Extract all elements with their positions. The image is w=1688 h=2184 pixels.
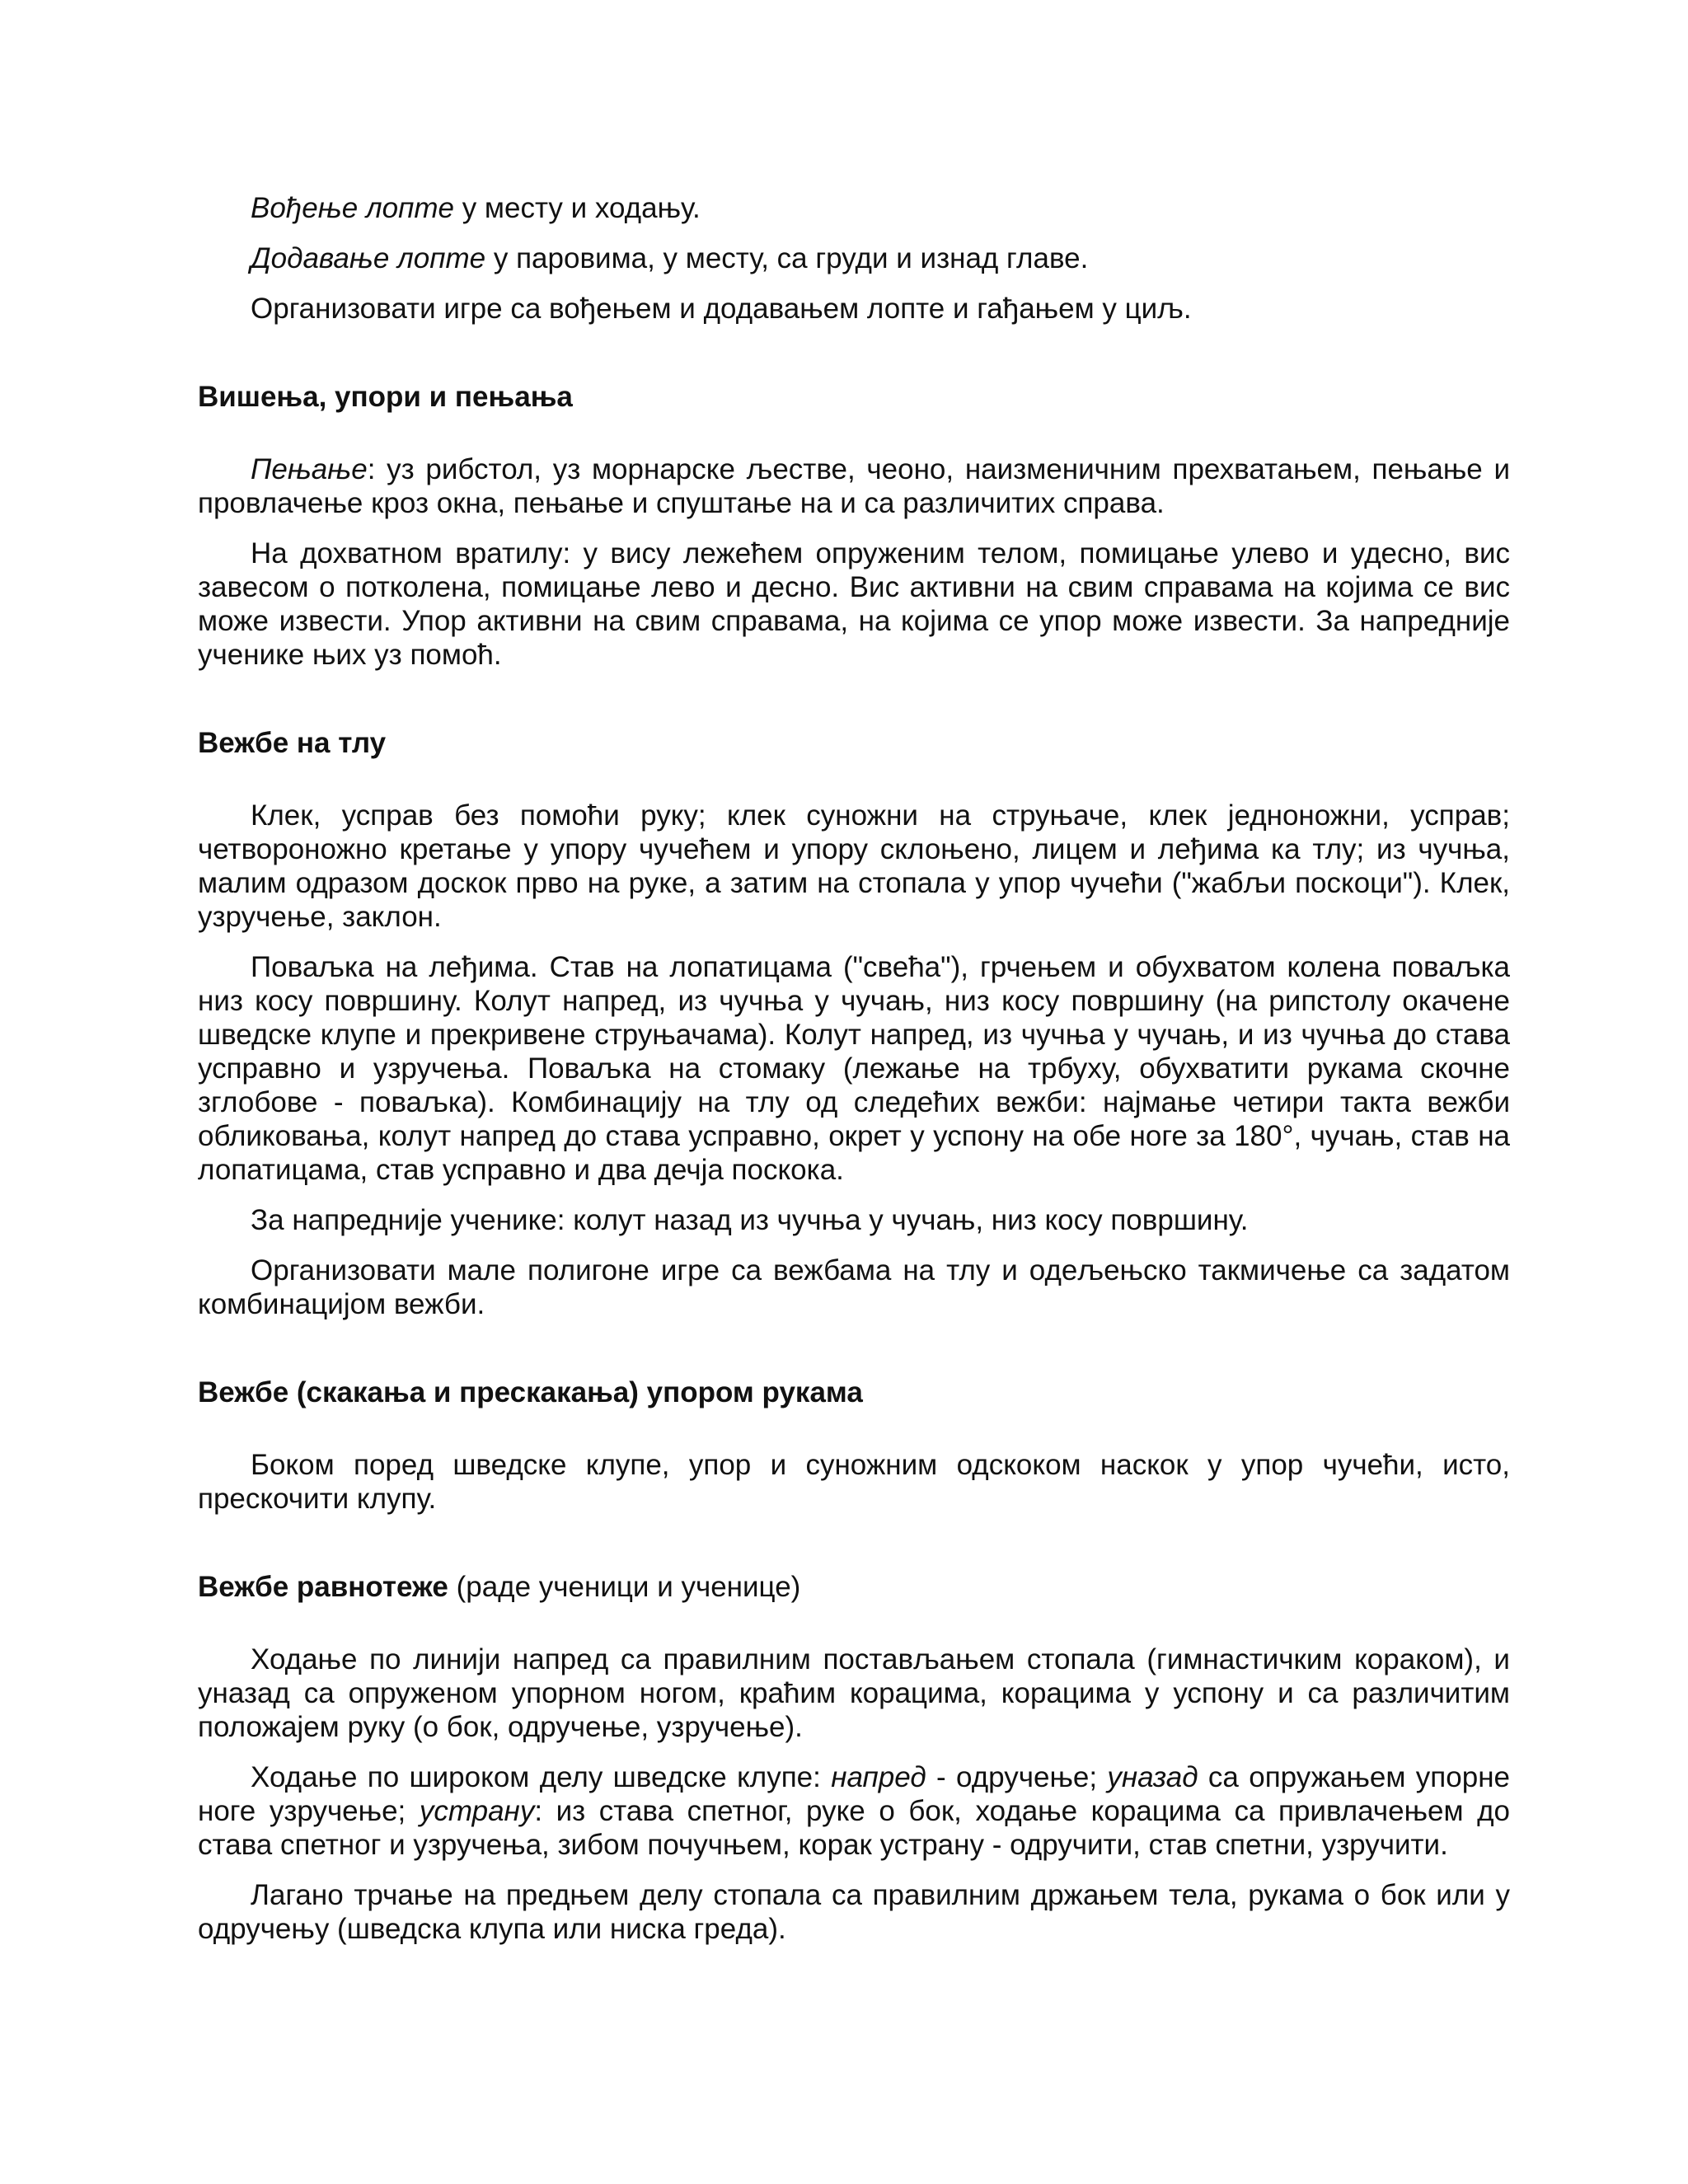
- paragraph-line-walking: Ходање по линији напред са правилним постављањем стопала (гимнастичким кораком), и уназад са опруженом упорном ногом, краћим корацима, корацима у успону и са различитим положајем руку (о бок, одручење, узручење).: [198, 1643, 1510, 1743]
- heading-bold: Вежбе равнотеже: [198, 1571, 448, 1603]
- emphasis-term: устрану: [419, 1795, 535, 1827]
- paragraph-ball-games: [198, 292, 1510, 326]
- paragraph-climbing: [198, 452, 1510, 520]
- emphasis-term: Вођење лопте: [251, 192, 454, 224]
- paragraph-text: Организовати игре са вођењем и додавањем лопте и гађањем у циљ.: [251, 293, 1192, 325]
- paragraph-text: у месту и ходању.: [453, 192, 701, 224]
- paragraph-text: Ходање по широком делу шведске клупе:: [251, 1761, 832, 1793]
- section-heading-floor: Вежбе на тлу: [198, 727, 387, 759]
- section-heading-hangs: Вишења, упори и пењања: [198, 381, 573, 413]
- section-heading-balance: [198, 1570, 1510, 1604]
- paragraph-text: : из става спетног, руке о бок, ходање корацима са привлачењем до става спетног и узручења, зибом почучњем, корак устрану - одручити, став спетни, узручити.: [198, 1795, 1511, 1861]
- paragraph-rolls: Поваљка на леђима. Став на лопатицама ("свећа"), грчењем и обухватом колена поваљка низ косу површину. Колут напред, из чучња у чучањ, низ косу површину (на рипстолу окачене шведске клупе и прекривене струњачама). Колут напред, из чучња у чучањ, и из чучња до става усправно и узручења. Поваљка на стомаку (лежање на трбуху, обухватити рукама скочне зглобове - поваљка). Комбинацију на тлу од следећих вежби: најмање четири такта вежби обликовања, колут напред до става усправно, окрет у успону на обе ноге за 180°, чучањ, став на лопатицама, став усправно и два дечја поскока.: [198, 951, 1510, 1186]
- emphasis-term: Додавање лопте: [251, 242, 486, 274]
- paragraph-text: у паровима, у месту, са груди и изнад главе.: [485, 242, 1089, 274]
- heading-note: (раде ученици и ученице): [448, 1571, 801, 1603]
- paragraph-kneel: Клек, усправ без помоћи руку; клек суножни на струњаче, клек једноножни, усправ; четвороножно кретање у упору чучећем и упору склоњено, лицем и леђима ка тлу; из чучња, малим одразом доскок прво на руке, а затим на стопала у упор чучећи ("жабљи поскоци"). Клек, узручење, заклон.: [198, 799, 1510, 933]
- emphasis-term: напред: [831, 1761, 926, 1793]
- emphasis-term: уназад: [1107, 1761, 1198, 1793]
- paragraph-light-running: Лагано трчање на предњем делу стопала са правилним држањем тела, рукама о бок или у одручењу (шведска клупа или ниска греда).: [198, 1879, 1510, 1945]
- paragraph-ball-dribbling: [198, 191, 1510, 225]
- paragraph-text: - одручење;: [926, 1761, 1108, 1793]
- paragraph-bar: На дохватном вратилу: у вису лежећем опруженим телом, помицање улево и удесно, вис завесом о потколена, помицање лево и десно. Вис активни на свим справама на којима се вис може извести. Упор активни на свим справама, на којима се упор може извести. За напредније ученике њих уз помоћ.: [198, 537, 1510, 671]
- paragraph-ball-passing: [198, 241, 1510, 275]
- section-heading-vaults: Вежбе (скакања и прескакања) упором рукама: [198, 1376, 863, 1408]
- paragraph-bench-walking: [198, 1760, 1510, 1862]
- paragraph-advanced: За напредније ученике: колут назад из чучња у чучањ, низ косу површину.: [251, 1204, 1249, 1236]
- document-page: [198, 191, 1510, 1946]
- paragraph-text: са опружањем упорне ноге узручење;: [198, 1761, 1510, 1827]
- emphasis-term: Пењање: [251, 453, 368, 485]
- paragraph-text: : уз рибстол, уз морнарске љестве, чеоно, наизменичним прехватањем, пењање и провлачење кроз окна, пењање и спуштање на и са различитих справа.: [198, 453, 1510, 519]
- paragraph-bench-vault: Боком поред шведске клупе, упор и суножним одскоком наскок у упор чучећи, исто, прескочити клупу.: [198, 1449, 1510, 1515]
- paragraph-polygons: Организовати мале полигоне игре са вежбама на тлу и одељењско такмичење са задатом комбинацијом вежби.: [198, 1254, 1510, 1320]
